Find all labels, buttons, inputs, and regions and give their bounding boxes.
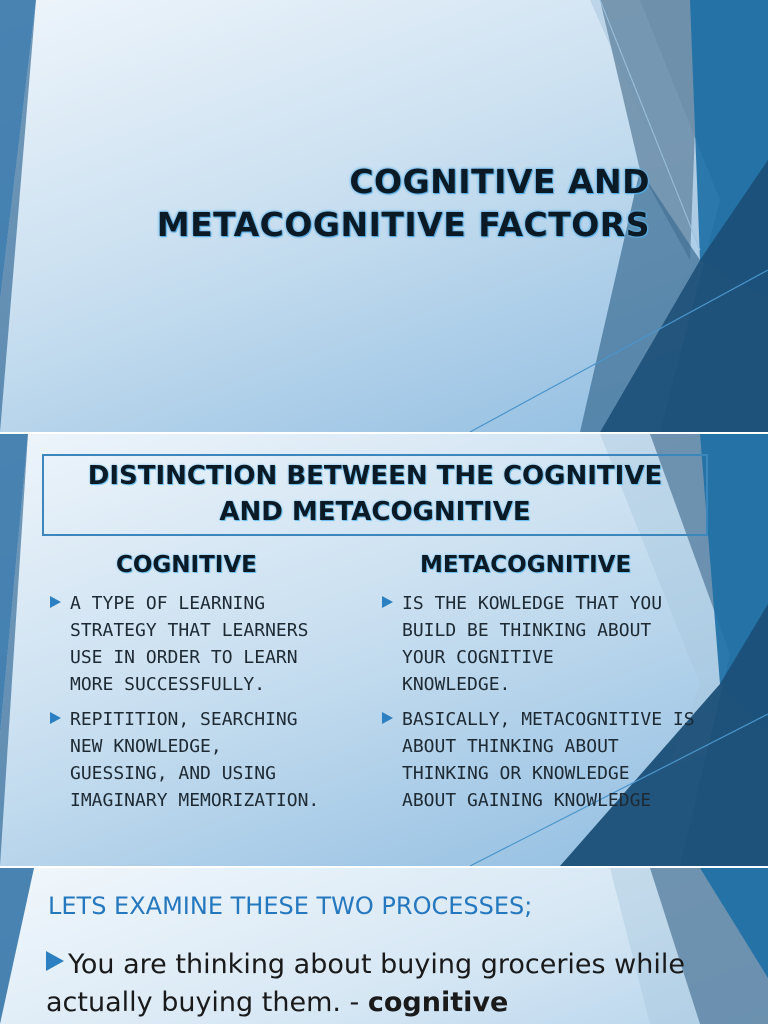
examine-bullet	[46, 946, 746, 1022]
triangle-bullet-icon	[382, 712, 393, 724]
list-item	[382, 706, 702, 814]
distinction-title	[42, 458, 708, 530]
distinction-title-line-2: AND METACOGNITIVE	[219, 497, 531, 527]
list-item	[382, 590, 702, 698]
bullet-text: REPITITION, SEARCHING NEW KNOWLEDGE, GUESSING, AND USING IMAGINARY MEMORIZATION.	[70, 709, 320, 811]
distinction-title-line-1: DISTINCTION BETWEEN THE COGNITIVE	[87, 461, 663, 491]
bullet-text: A TYPE OF LEARNING STRATEGY THAT LEARNERS USE IN ORDER TO LEARN MORE SUCCESSFULLY.	[70, 593, 309, 695]
list-item	[50, 706, 350, 814]
triangle-bullet-icon	[50, 712, 61, 724]
examine-bullet-text: You are thinking about buying groceries while actually buying them. -	[46, 949, 685, 1018]
slide-title-heading	[70, 160, 650, 246]
title-line-1: COGNITIVE AND	[349, 162, 650, 201]
bullet-text: BASICALLY, METACOGNITIVE IS ABOUT THINKING ABOUT THINKING OR KNOWLEDGE ABOUT GAINING KNOWLEDGE	[402, 709, 695, 811]
bullet-text: IS THE KOWLEDGE THAT YOU BUILD BE THINKING ABOUT YOUR COGNITIVE KNOWLEDGE.	[402, 593, 663, 695]
slide-distinction	[0, 434, 768, 866]
title-line-2: METACOGNITIVE FACTORS	[156, 205, 650, 244]
triangle-bullet-icon	[50, 596, 61, 608]
slide-examine	[0, 868, 768, 1024]
cognitive-column	[50, 590, 350, 822]
cognitive-heading: COGNITIVE	[116, 552, 257, 578]
examine-heading: LETS EXAMINE THESE TWO PROCESSES;	[48, 892, 533, 920]
triangle-bullet-icon	[382, 596, 393, 608]
examine-bullet-bold: cognitive	[367, 987, 509, 1018]
metacognitive-heading: METACOGNITIVE	[420, 552, 632, 578]
triangle-bullet-icon	[46, 951, 64, 971]
list-item	[50, 590, 350, 698]
metacognitive-column	[382, 590, 702, 822]
slide-title	[0, 0, 768, 432]
